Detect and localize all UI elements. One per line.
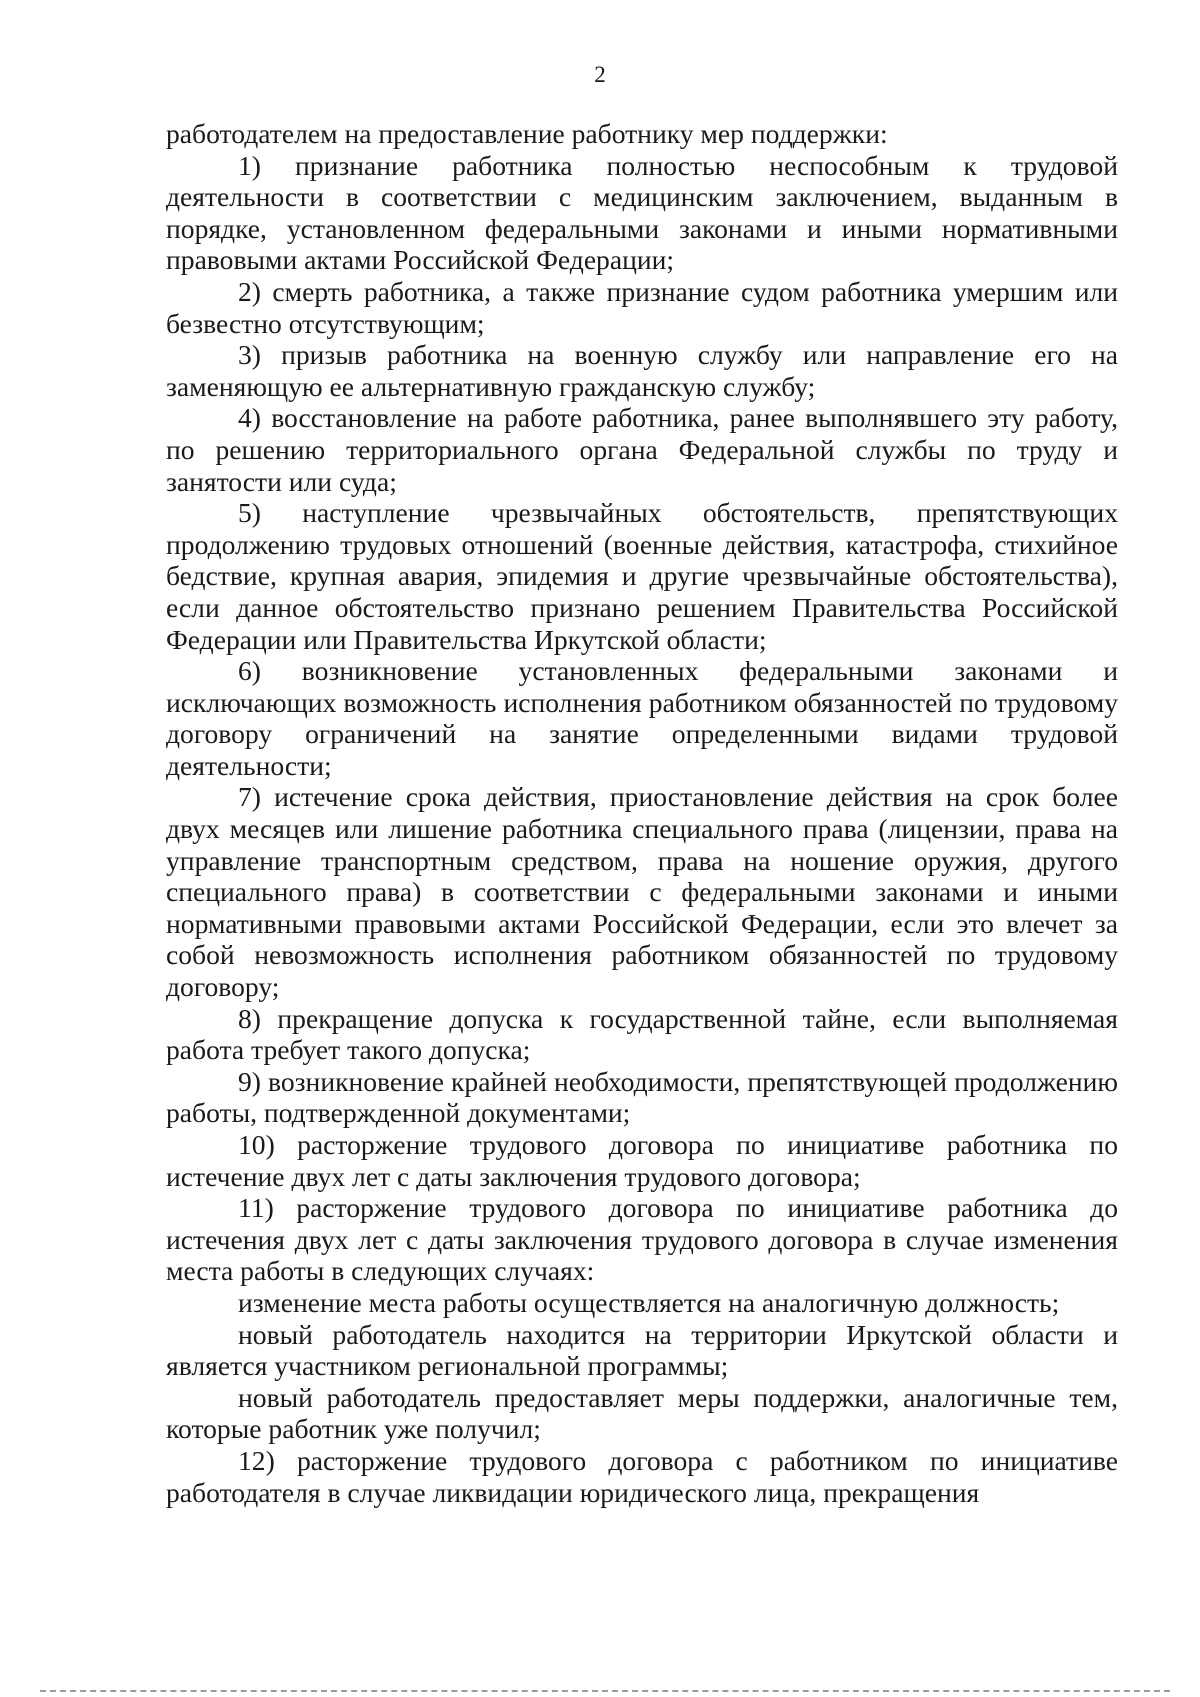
page-number: 2 [594,62,606,87]
paragraph-item-3: 3) призыв работника на военную службу или направление его на заменяющую ее альтернативную гражданскую службу; [166,339,1118,402]
paragraph-item-8: 8) прекращение допуска к государственной тайне, если выполняемая работа требует такого допуска; [166,1002,1118,1066]
paragraph-item-4: 4) восстановление на работе работника, ранее выполнявшего эту работу, по решению территориального органа Федеральной службы по труду и занятости или суда; [166,402,1118,497]
paragraph-item-1: 1) признание работника полностью неспособным к трудовой деятельности в соответствии с медицинским заключением, выданным в порядке, установленном федеральными законами и иными нормативными правовыми актами Российской Федерации; [166,149,1118,276]
paragraph-item-9: 9) возникновение крайней необходимости, препятствующей продолжению работы, подтвержденной документами; [166,1065,1118,1129]
paragraph-subitem-3: новый работодатель предоставляет меры поддержки, аналогичные тем, которые работник уже получил; [166,1381,1118,1445]
paragraph-subitem-2: новый работодатель находится на территории Иркутской области и является участником региональной программы; [166,1318,1118,1382]
paragraph-intro: работодателем на предоставление работнику мер поддержки: [166,118,888,149]
paragraph-item-11: 11) расторжение трудового договора по инициативе работника до истечения двух лет с даты заключения трудового договора в случае изменения места работы в следующих случаях: [166,1192,1118,1287]
paragraph-item-5: 5) наступление чрезвычайных обстоятельств, препятствующих продолжению трудовых отношений (военные действия, катастрофа, стихийное бедствие, крупная авария, эпидемия и другие чрезвычайные обстоятельства), если данное обстоятельство признано решением Правительства Российской Федерации или Правительства Иркутской области; [166,497,1118,655]
scan-edge-divider [40,1690,1170,1692]
paragraph-item-6: 6) возникновение установленных федеральными законами и исключающих возможность исполнения работником обязанностей по трудовому договору ограничений на занятие определенными видами трудовой деятельности; [166,655,1118,781]
paragraph-item-7: 7) истечение срока действия, приостановление действия на срок более двух месяцев или лишение работника специального права (лицензии, права на управление транспортным средством, права на ношение оружия, другого специального права) в соответствии с федеральными законами и иными нормативными правовыми актами Российской Федерации, если это влечет за собой невозможность исполнения работником обязанностей по трудовому договору; [166,781,1118,1003]
paragraph-item-2: 2) смерть работника, а также признание судом работника умершим или безвестно отсутствующим; [166,275,1118,339]
paragraph-subitem-1: изменение места работы осуществляется на аналогичную должность; [238,1286,1060,1318]
paragraph-item-12: 12) расторжение трудового договора с работником по инициативе работодателя в случае ликвидации юридического лица, прекращения [166,1444,1118,1508]
paragraph-item-10: 10) расторжение трудового договора по инициативе работника по истечение двух лет с даты заключения трудового договора; [166,1129,1118,1192]
document-body [166,118,1118,1508]
